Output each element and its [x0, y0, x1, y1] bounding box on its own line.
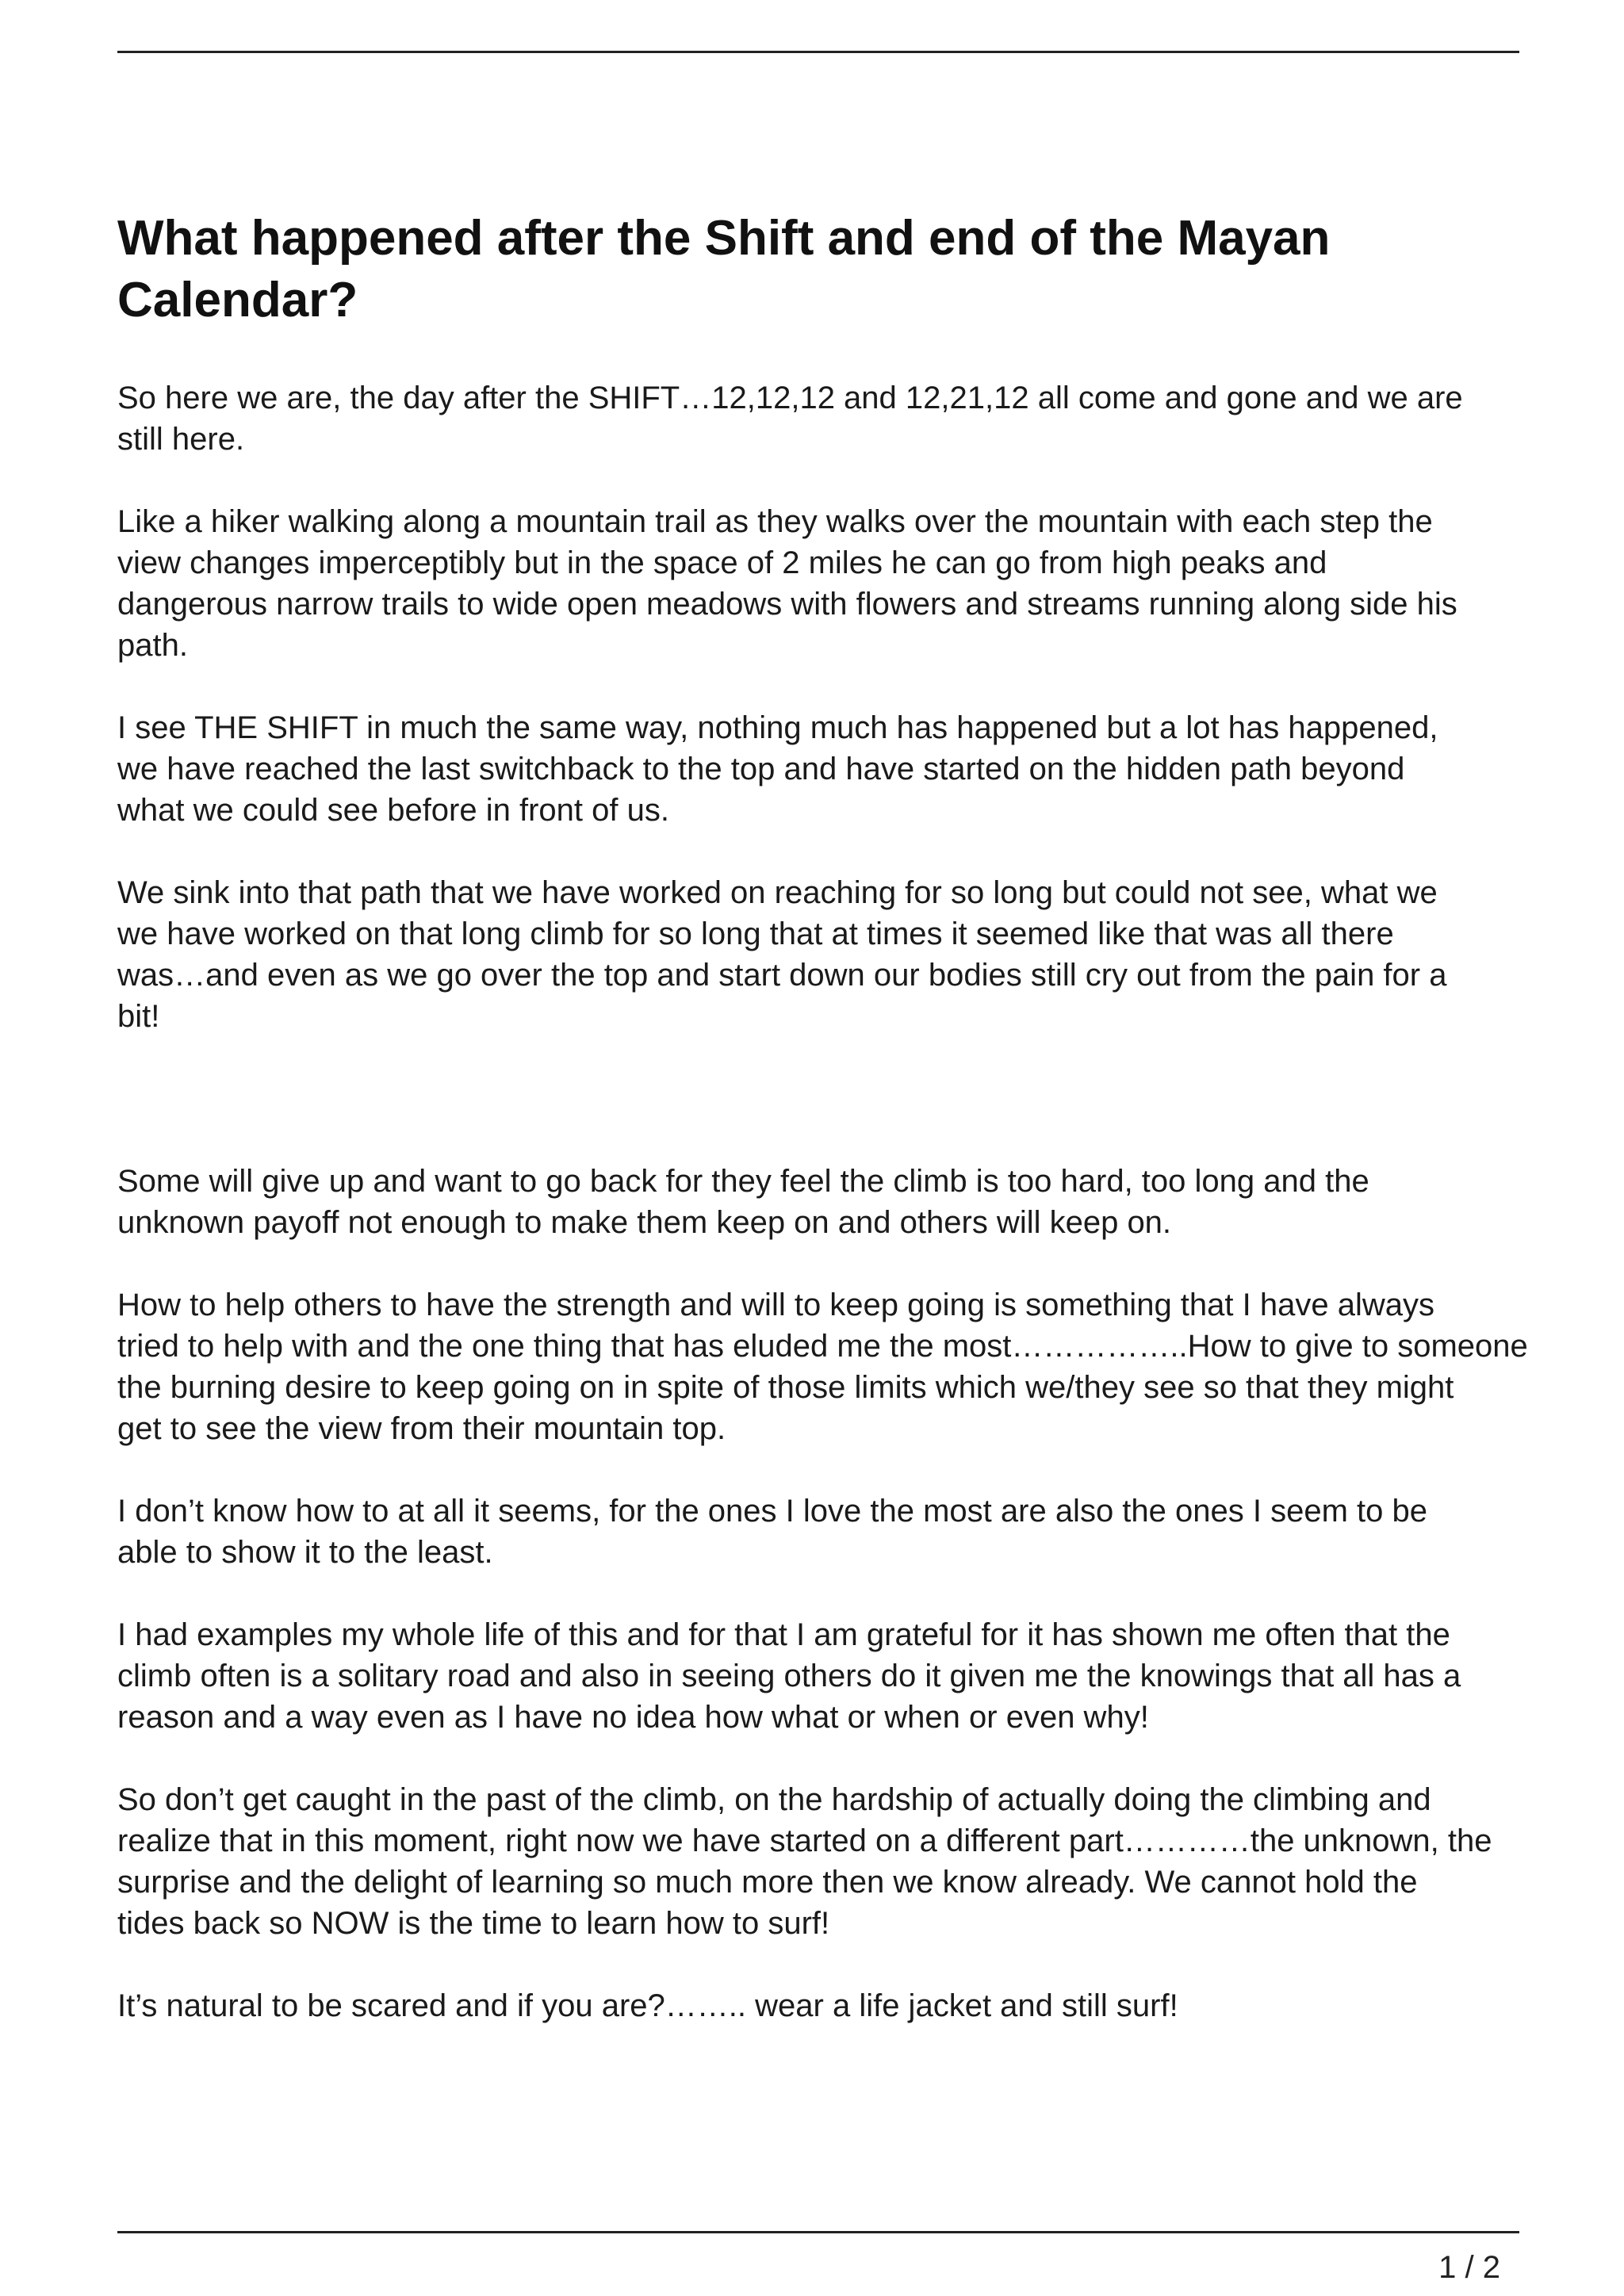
header-rule [117, 51, 1519, 53]
paragraph-line: How to help others to have the strength and will to keep going is something that I have always [117, 1288, 1434, 1322]
footer-rule [117, 2231, 1519, 2233]
document-body [117, 208, 1583, 2026]
page-number: 1 / 2 [1438, 2250, 1500, 2285]
paragraph-line: Some will give up and want to go back for they feel the climb is too hard, too long and the [117, 1164, 1369, 1199]
paragraph-line: We sink into that path that we have worked on reaching for so long but could not see, what we [117, 875, 1438, 910]
paragraph [117, 501, 1583, 666]
paragraph-line: able to show it to the least. [117, 1535, 493, 1570]
paragraph-line: So don’t get caught in the past of the climb, on the hardship of actually doing the climbing and [117, 1782, 1431, 1817]
paragraph-line: I see THE SHIFT in much the same way, nothing much has happened but a lot has happened, [117, 710, 1438, 745]
paragraph-line: So here we are, the day after the SHIFT…12,12,12 and 12,21,12 all come and gone and we are [117, 381, 1463, 415]
paragraph [117, 1985, 1583, 2026]
paragraph-line: path. [117, 628, 188, 663]
paragraph-line: view changes imperceptibly but in the space of 2 miles he can go from high peaks and [117, 545, 1327, 580]
paragraph-line: tried to help with and the one thing that has eluded me the most……………..How to give to someone [117, 1329, 1528, 1364]
paragraph-line: we have reached the last switchback to the top and have started on the hidden path beyond [117, 752, 1405, 786]
paragraph [117, 872, 1583, 1037]
paragraph-line: surprise and the delight of learning so much more then we know already. We cannot hold the [117, 1865, 1418, 1900]
paragraph-line: dangerous narrow trails to wide open meadows with flowers and streams running along side his [117, 587, 1457, 622]
paragraph-line: bit! [117, 999, 160, 1034]
paragraph-line: we have worked on that long climb for so long that at times it seemed like that was all there [117, 916, 1394, 951]
paragraph-line: I had examples my whole life of this and for that I am grateful for it has shown me often that the [117, 1617, 1450, 1652]
paragraph-line: realize that in this moment, right now we have started on a different part…………the unknown, the [117, 1823, 1492, 1858]
document-title: What happened after the Shift and end of the Mayan Calendar? [117, 211, 1331, 327]
paragraph-line: climb often is a solitary road and also in seeing others do it given me the knowings that all has a [117, 1659, 1461, 1693]
paragraph-line: get to see the view from their mountain top. [117, 1411, 726, 1446]
paragraph-line: still here. [117, 422, 245, 457]
paragraph-line: unknown payoff not enough to make them keep on and others will keep on. [117, 1205, 1172, 1240]
paragraph [117, 1779, 1583, 1944]
paragraph-line: the burning desire to keep going on in spite of those limits which we/they see so that they might [117, 1370, 1454, 1405]
paragraph-line: tides back so NOW is the time to learn how to surf! [117, 1906, 830, 1941]
paragraph [117, 377, 1583, 460]
paragraph [117, 1161, 1583, 1243]
paragraph-line: I don’t know how to at all it seems, for the ones I love the most are also the ones I seem to be [117, 1494, 1427, 1529]
paragraph-line: what we could see before in front of us. [117, 793, 669, 828]
paragraph-line: was…and even as we go over the top and start down our bodies still cry out from the pain for a [117, 958, 1447, 993]
paragraph-line: reason and a way even as I have no idea how what or when or even why! [117, 1700, 1149, 1735]
paragraph-line: It’s natural to be scared and if you are?…….. wear a life jacket and still surf! [117, 1988, 1178, 2023]
paragraph-line: Like a hiker walking along a mountain trail as they walks over the mountain with each step the [117, 504, 1433, 539]
paragraph [117, 1284, 1583, 1449]
paragraph [117, 1614, 1583, 1738]
paragraph [117, 1490, 1583, 1573]
paragraph [117, 707, 1583, 831]
